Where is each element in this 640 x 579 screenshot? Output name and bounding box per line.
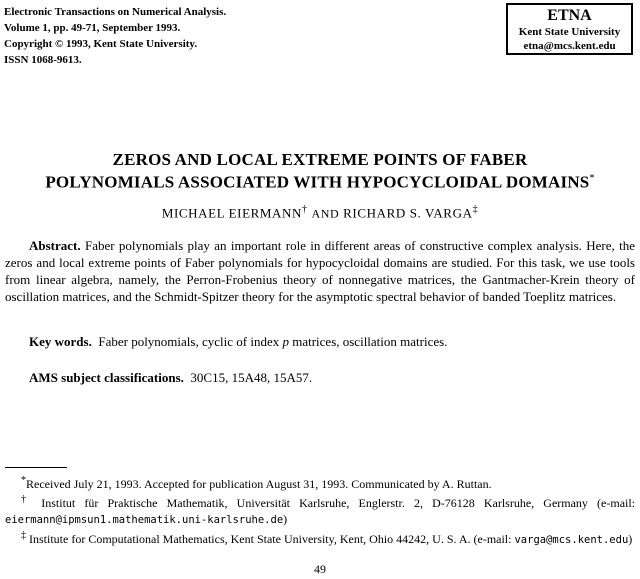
etna-name: ETNA (547, 7, 592, 24)
author-1-mark: † (302, 204, 308, 215)
title-line-2: POLYNOMIALS ASSOCIATED WITH HYPOCYCLOIDAL DOMAINS (45, 172, 590, 192)
ams-codes: 30C15, 15A48, 15A57. (190, 370, 313, 385)
inst1-text: Institut für Praktische Mathematik, Universität Karlsruhe, Englerstr. 2, D-76128 Karlsruhe, Germany (e-mail: (41, 496, 636, 510)
footnote-divider (5, 467, 67, 468)
inst1-email: eiermann@ipmsun1.mathematik.uni-karlsruhe.de (5, 514, 284, 526)
volume-info: Volume 1, pp. 49-71, September 1993. (4, 22, 181, 34)
paper-title (0, 150, 640, 192)
ams-label: AMS subject classifications. (29, 370, 184, 385)
keywords (29, 334, 447, 350)
inst2-mark: ‡ (21, 530, 26, 541)
author-2-mark: ‡ (472, 204, 479, 215)
received-mark: * (21, 475, 26, 486)
abstract-label: Abstract. (29, 238, 81, 253)
etna-email: etna@mcs.kent.edu (523, 40, 616, 52)
inst1-close: ) (283, 512, 288, 526)
journal-header (4, 4, 226, 68)
title-line-1: ZEROS AND LOCAL EXTREME POINTS OF FABER (112, 150, 528, 169)
journal-name: Electronic Transactions on Numerical Analysis. (4, 6, 227, 18)
inst2-text: Institute for Computational Mathematics, Kent State University, Kent, Ohio 44242, U. S. A. (e-mail: (29, 532, 512, 546)
author-1: MICHAEL EIERMANN (161, 205, 303, 221)
abstract (5, 237, 635, 305)
author-conjunction: AND (311, 206, 340, 221)
keywords-text-1: Faber polynomials, cyclic of index (98, 334, 280, 349)
inst1-mark: † (21, 494, 33, 505)
keywords-var: p (282, 334, 289, 349)
author-2: RICHARD S. VARGA (343, 205, 473, 221)
keywords-label: Key words. (29, 334, 92, 349)
inst2-close: ) (628, 532, 633, 546)
title-footnote-mark: * (589, 173, 595, 184)
abstract-text: Faber polynomials play an important role in different areas of constructive complex analysis. Here, the zeros and local extreme points of Faber polynomials for hypocycloidal domains are studied. For this task, we use tools from linear algebra, namely, the Perron-Frobenius theory of nonnegative matrices, the Gantmacher-Krein theory of oscillation matrices, and the Schmidt-Spitzer theory for the asymptotic spectral behavior of banded Toeplitz matrices. (5, 238, 635, 304)
keywords-text-2: matrices, oscillation matrices. (292, 334, 448, 349)
etna-university: Kent State University (518, 26, 621, 38)
issn: ISSN 1068-9613. (4, 54, 82, 66)
footnotes (5, 473, 635, 548)
etna-logo-box (506, 3, 633, 55)
page-number: 49 (314, 562, 326, 576)
copyright: Copyright © 1993, Kent State University. (4, 38, 198, 50)
footnote-received (5, 473, 635, 492)
author-line (0, 204, 640, 221)
footnote-author-2 (5, 528, 635, 548)
ams-classification (29, 370, 312, 386)
footnote-author-1 (5, 492, 635, 528)
inst2-email: varga@mcs.kent.edu (514, 534, 629, 546)
received-text: Received July 21, 1993. Accepted for publication August 31, 1993. Communicated by A. Ruttan. (26, 477, 492, 491)
